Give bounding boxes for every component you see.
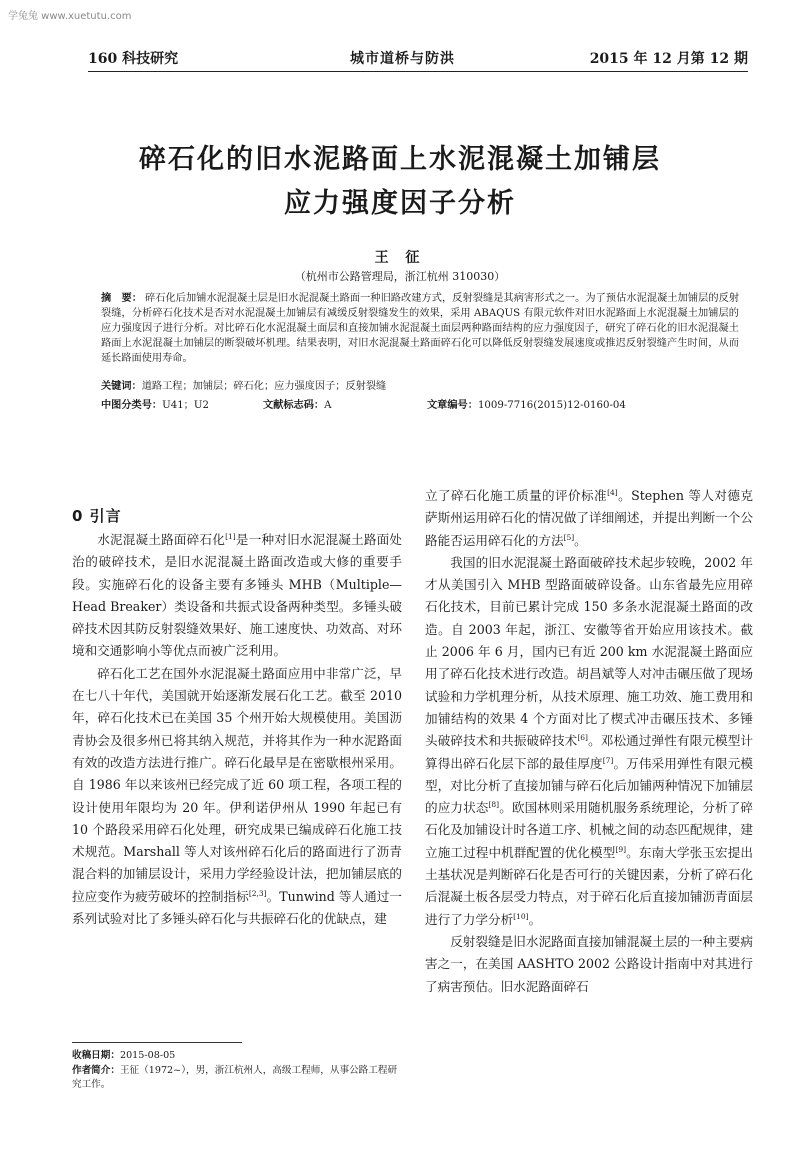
received-date: 收稿日期：2015-08-05 <box>72 1050 176 1061</box>
document-code <box>263 396 331 411</box>
citation[interactable]: [8] <box>488 799 500 809</box>
doc-code-label: 文献标志码： <box>263 399 325 411</box>
keywords-text: 道路工程；加铺层；碎石化；应力强度因子；反射裂缝 <box>141 381 387 392</box>
citation[interactable]: [4] <box>607 487 618 497</box>
issue-info: 2015 年 12 月第 12 期 <box>589 51 748 67</box>
abstract-label: 摘 要： <box>101 292 142 304</box>
abstract-text: 碎石化后加铺水泥混凝土层是旧水泥混凝土路面一种旧路改建方式，反射裂缝是其病害形式之一。为了预估水泥混凝土加铺层的反射裂缝，分析碎石化技术是否对水泥混凝土加铺层有减缓反射裂缝发生的效果，采用 ABAQUS 有限元软件对旧水泥路面上水泥混凝土加铺层的应力强度因子进行分析。对比碎石化水泥混凝土面层和直接加铺水泥混凝土面层两种路面结构的应力强度因子，研究了碎石化的旧水泥混凝土路面上水泥混凝土加铺层的断裂破坏机理。结果表明，对旧水泥混凝土路面碎石化可以降低反射裂缝发展速度或推迟反射裂缝产生时间，从而延长路面使用寿命。 <box>101 293 740 364</box>
paper-title-line-2: 应力强度因子分析 <box>284 188 516 219</box>
citation[interactable]: [2,3] <box>248 888 267 898</box>
author-name: 王 征 <box>374 250 426 266</box>
citation[interactable]: [9] <box>615 844 627 854</box>
article-number <box>427 396 626 411</box>
affiliation: （杭州市公路管理局，浙江杭州 310030） <box>294 270 506 283</box>
paragraph: 我国的旧水泥混凝土路面破碎技术起步较晚，2002 年才从美国引入 MHB 型路面破碎设备。山东省最先应用碎石化技术，目前已累计完成 150 多条水泥混凝土路面的改造。自 2003 年起，浙江、安徽等省开始应用该技术。截止 2006 年 6 月，国内已有近 200 km 水泥混凝土路面应用了碎石化技术进行改造。胡昌斌等人对冲击碾压做了现场试验和力学机理分析，从技术原理、施工功效、施工费用和加铺结构的效果 4 个方面对比了楔式冲击碾压技术、多锤头破碎技术和共振破碎技术[6]。邓松通过弹性有限元模型计算得出碎石化层下部的最佳厚度[7]。万伟采用弹性有限元模型，对比分析了直接加铺与碎石化后加铺两种情况下加铺层的应力状态[8]。欧国林则采用随机服务系统理论，分析了碎石化及加铺设计时各道工序、机械之间的动态匹配规律，建立施工过程中机群配置的优化模型[9]。东南大学张玉宏提出土基状况是判断碎石化是否可行的关键因素，分析了碎石化后混凝土板各层受力特点，对于碎石化后直接加铺沥青面层进行了力学分析[10]。 <box>425 554 754 927</box>
running-header <box>88 48 748 72</box>
paragraph: 碎石化工艺在国外水泥混凝土路面应用中非常广泛，早在七八十年代，美国就开始逐渐发展石化工艺。截至 2010 年，碎石化技术已在美国 35 个州开始大规模使用。美国沥青协会及很多州已将其纳入规范，并将其作为一种水泥路面有效的改造方法进行推广。碎石化最早是在密歇根州采用。自 1986 年以来该州已经完成了近 60 项工程，各项工程的设计使用年限均为 20 年。伊利诺伊州从 1990 年起已有 10 个路段采用碎石化处理，研究成果已编成碎石化施工技术规范。Marshall 等人对该州碎石化后的路面进行了沥青混合料的加铺层设计，采用力学经验设计法，把加铺层底的拉应变作为疲劳破坏的控制指标[2,3]。Tunwind 等人通过一系列试验对比了多锤头碎石化与共振碎石化的优缺点，建 <box>72 665 403 927</box>
abstract <box>101 291 739 366</box>
footnotes <box>72 1049 402 1093</box>
keywords-label: 关键词： <box>101 380 142 392</box>
author-bio: 作者简介：王征（1972~），男，浙江杭州人，高级工程师，从事公路工程研究工作。 <box>72 1064 398 1090</box>
paragraph: 水泥混凝土路面碎石化[1]是一种对旧水泥混凝土路面处治的破碎技术，是旧水泥混凝土路面改造或大修的重要手段。实施碎石化的设备主要有多锤头 MHB（Multiple—Head Breaker）类设备和共振式设备两种类型。多锤头破碎技术因其防反射裂缝效果好、施工速度快、功效高、对环境和交通影响小等优点而被广泛利用。 <box>72 531 403 659</box>
header-rule <box>88 71 748 72</box>
section-heading-intro: 0 引言 <box>72 507 122 525</box>
page-section: 160 科技研究 <box>88 51 179 67</box>
clc-number <box>101 396 209 411</box>
paragraph: 反射裂缝是旧水泥路面直接加铺混凝土层的一种主要病害之一，在美国 AASHTO 2002 公路设计指南中对其进行了病害预估。旧水泥路面碎石 <box>425 933 753 994</box>
journal-name: 城市道桥与防洪 <box>350 51 455 67</box>
footnote-rule <box>72 1042 242 1043</box>
body-column-left <box>72 529 402 930</box>
clc-label: 中图分类号： <box>101 399 163 411</box>
body-column-right <box>425 485 753 998</box>
watermark: 学兔兔 www.xuetutu.com <box>8 11 132 22</box>
doc-code-value: A <box>324 400 332 411</box>
citation[interactable]: [10] <box>513 911 529 921</box>
clc-value: U41；U2 <box>162 400 209 411</box>
paragraph-continued: 立了碎石化施工质量的评价标准[4]。Stephen 等人对德克萨斯州运用碎石化的情况做了详细阐述，并提出判断一个公路能否运用碎石化的方法[5]。 <box>425 487 754 548</box>
citation[interactable]: [5] <box>563 532 575 542</box>
article-no-value: 1009-7716(2015)12-0160-04 <box>477 400 626 411</box>
citation[interactable]: [1] <box>225 531 236 541</box>
keywords <box>101 377 739 392</box>
citation[interactable]: [6] <box>577 733 588 743</box>
paper-title-line-1: 碎石化的旧水泥路面上水泥混凝土加铺层 <box>139 144 661 175</box>
citation[interactable]: [7] <box>602 755 614 765</box>
article-no-label: 文章编号： <box>427 399 478 411</box>
